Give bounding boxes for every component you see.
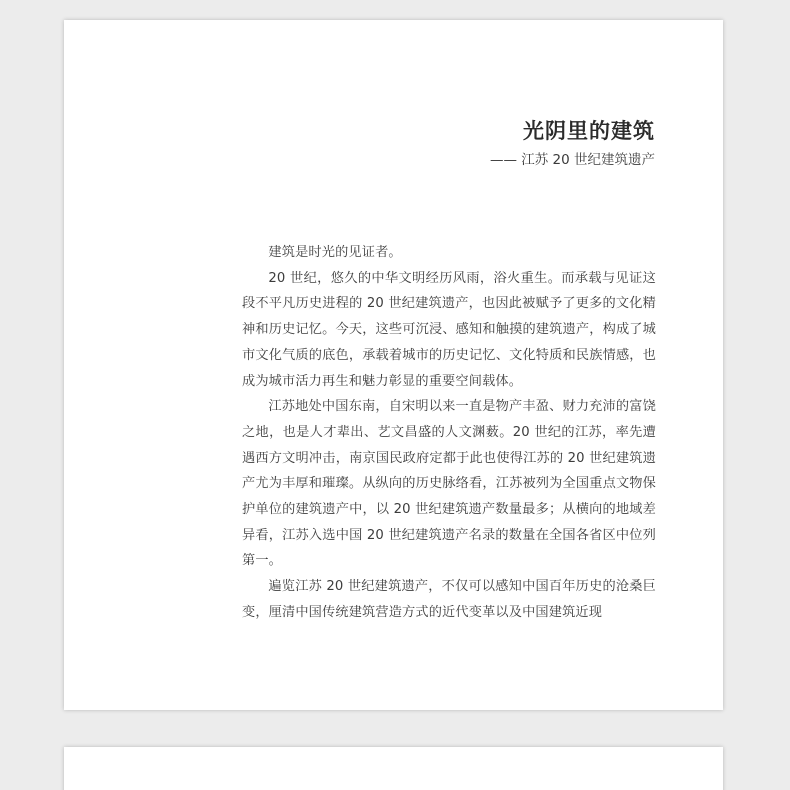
page-2 <box>64 747 723 790</box>
paragraph-4: 遍览江苏 20 世纪建筑遗产，不仅可以感知中国百年历史的沧桑巨变，厘清中国传统建筑营造方式的近代变革以及中国建筑近现 <box>242 579 656 620</box>
paragraph-3: 江苏地处中国东南，自宋明以来一直是物产丰盈、财力充沛的富饶之地，也是人才辈出、艺文昌盛的人文渊薮。20 世纪的江苏，率先遭遇西方文明冲击，南京国民政府定都于此也使得江苏的 20 世纪建筑遗产尤为丰厚和璀璨。从纵向的历史脉络看，江苏被列为全国重点文物保护单位的建筑遗产中，以 20 世纪建筑遗产数量最多；从横向的地域差异看，江苏入选中国 20 世纪建筑遗产名录的数量在全国各省区中位列第一。 <box>242 399 656 569</box>
paragraph-1: 建筑是时光的见证者。 <box>268 245 402 260</box>
paragraph-2: 20 世纪，悠久的中华文明经历风雨，浴火重生。而承载与见证这段不平凡历史进程的 20 世纪建筑遗产，也因此被赋予了更多的文化精神和历史记忆。今天，这些可沉浸、感知和触摸的建筑遗产，构成了城市文化气质的底色，承载着城市的历史记忆、文化特质和民族情感，也成为城市活力再生和魅力彰显的重要空间载体。 <box>242 270 656 389</box>
body-text <box>242 240 656 626</box>
title-block <box>490 116 655 170</box>
page-1 <box>64 20 723 710</box>
page-subtitle: —— 江苏 20 世纪建筑遗产 <box>489 152 655 168</box>
page-title: 光阴里的建筑 <box>523 118 655 143</box>
